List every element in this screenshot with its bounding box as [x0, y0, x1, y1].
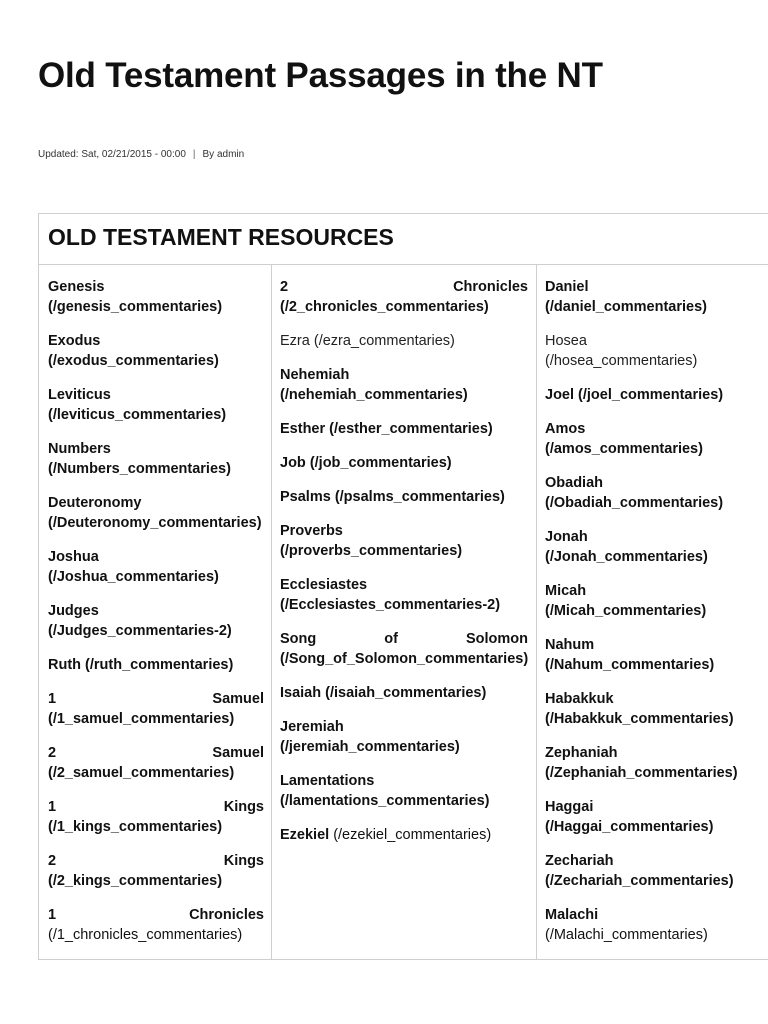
updated-date: Updated: Sat, 02/21/2015 - 00:00: [38, 149, 186, 160]
resource-link-amos[interactable]: Amos (/amos_commentaries): [545, 421, 703, 457]
resource-link-judges[interactable]: Judges (/Judges_commentaries-2): [48, 603, 232, 639]
resource-link-ecclesiastes[interactable]: Ecclesiastes (/Ecclesiastes_commentaries-2): [280, 577, 501, 613]
resource-link-1-samuel[interactable]: 1 Samuel (/1_samuel_commentaries): [48, 691, 264, 727]
resource-link-joshua[interactable]: Joshua (/Joshua_commentaries): [48, 549, 219, 585]
resource-link-job[interactable]: Job (/job_commentaries): [280, 455, 452, 471]
resource-link-jonah[interactable]: Jonah (/Jonah_commentaries): [545, 529, 708, 565]
resource-link-micah[interactable]: Micah (/Micah_commentaries): [545, 583, 707, 619]
resource-link-jeremiah[interactable]: Jeremiah (/jeremiah_commentaries): [280, 719, 460, 755]
resource-link-ezekiel[interactable]: Ezekiel (/ezekiel_commentaries): [280, 827, 492, 843]
resources-column-2: [280, 277, 528, 859]
resource-link-daniel[interactable]: Daniel (/daniel_commentaries): [545, 279, 707, 315]
resource-link-zephaniah[interactable]: Zephaniah (/Zephaniah_commentaries): [545, 745, 738, 781]
resource-link-nahum[interactable]: Nahum (/Nahum_commentaries): [545, 637, 715, 673]
resource-link-leviticus[interactable]: Leviticus (/leviticus_commentaries): [48, 387, 227, 423]
resource-link-ruth[interactable]: Ruth (/ruth_commentaries): [48, 657, 234, 673]
column-divider: [536, 265, 537, 959]
resource-link-1-chronicles[interactable]: 1 Chronicles (/1_chronicles_commentaries): [48, 907, 264, 943]
resource-link-obadiah[interactable]: Obadiah (/Obadiah_commentaries): [545, 475, 724, 511]
resource-link-2-chronicles[interactable]: 2 Chronicles (/2_chronicles_commentaries): [280, 279, 528, 315]
resource-link-proverbs[interactable]: Proverbs (/proverbs_commentaries): [280, 523, 463, 559]
resources-column-3: [545, 277, 765, 959]
resource-link-zechariah[interactable]: Zechariah (/Zechariah_commentaries): [545, 853, 734, 889]
resource-link-isaiah[interactable]: Isaiah (/isaiah_commentaries): [280, 685, 487, 701]
resource-link-song-of-solomon[interactable]: Song of Solomon (/Song_of_Solomon_commentaries): [280, 631, 529, 667]
page-title: Old Testament Passages in the NT: [38, 56, 603, 95]
resource-link-nehemiah[interactable]: Nehemiah (/nehemiah_commentaries): [280, 367, 468, 403]
resources-table: [38, 213, 768, 960]
resource-link-deuteronomy[interactable]: Deuteronomy (/Deuteronomy_commentaries): [48, 495, 262, 531]
resource-link-2-kings[interactable]: 2 Kings (/2_kings_commentaries): [48, 853, 264, 889]
resources-column-1: [48, 277, 264, 959]
resource-link-genesis[interactable]: Genesis (/genesis_commentaries): [48, 279, 223, 315]
resource-link-exodus[interactable]: Exodus (/exodus_commentaries): [48, 333, 219, 369]
resource-link-lamentations[interactable]: Lamentations (/lamentations_commentaries): [280, 773, 490, 809]
resource-link-hosea[interactable]: Hosea (/hosea_commentaries): [545, 333, 698, 369]
resource-link-habakkuk[interactable]: Habakkuk (/Habakkuk_commentaries): [545, 691, 734, 727]
resource-link-joel[interactable]: Joel (/joel_commentaries): [545, 387, 724, 403]
resources-heading: OLD TESTAMENT RESOURCES: [48, 224, 394, 250]
resource-link-esther[interactable]: Esther (/esther_commentaries): [280, 421, 493, 437]
resource-link-1-kings[interactable]: 1 Kings (/1_kings_commentaries): [48, 799, 264, 835]
resource-link-ezra[interactable]: Ezra (/ezra_commentaries): [280, 333, 455, 349]
header-divider: [39, 264, 768, 265]
resource-link-malachi[interactable]: Malachi (/Malachi_commentaries): [545, 907, 708, 943]
resource-link-psalms[interactable]: Psalms (/psalms_commentaries): [280, 489, 505, 505]
author-link[interactable]: By admin: [202, 149, 245, 160]
resource-link-haggai[interactable]: Haggai (/Haggai_commentaries): [545, 799, 714, 835]
meta-separator: |: [192, 149, 196, 160]
column-divider: [271, 265, 272, 959]
resource-link-numbers[interactable]: Numbers (/Numbers_commentaries): [48, 441, 231, 477]
post-meta: [38, 149, 244, 160]
resource-link-2-samuel[interactable]: 2 Samuel (/2_samuel_commentaries): [48, 745, 264, 781]
